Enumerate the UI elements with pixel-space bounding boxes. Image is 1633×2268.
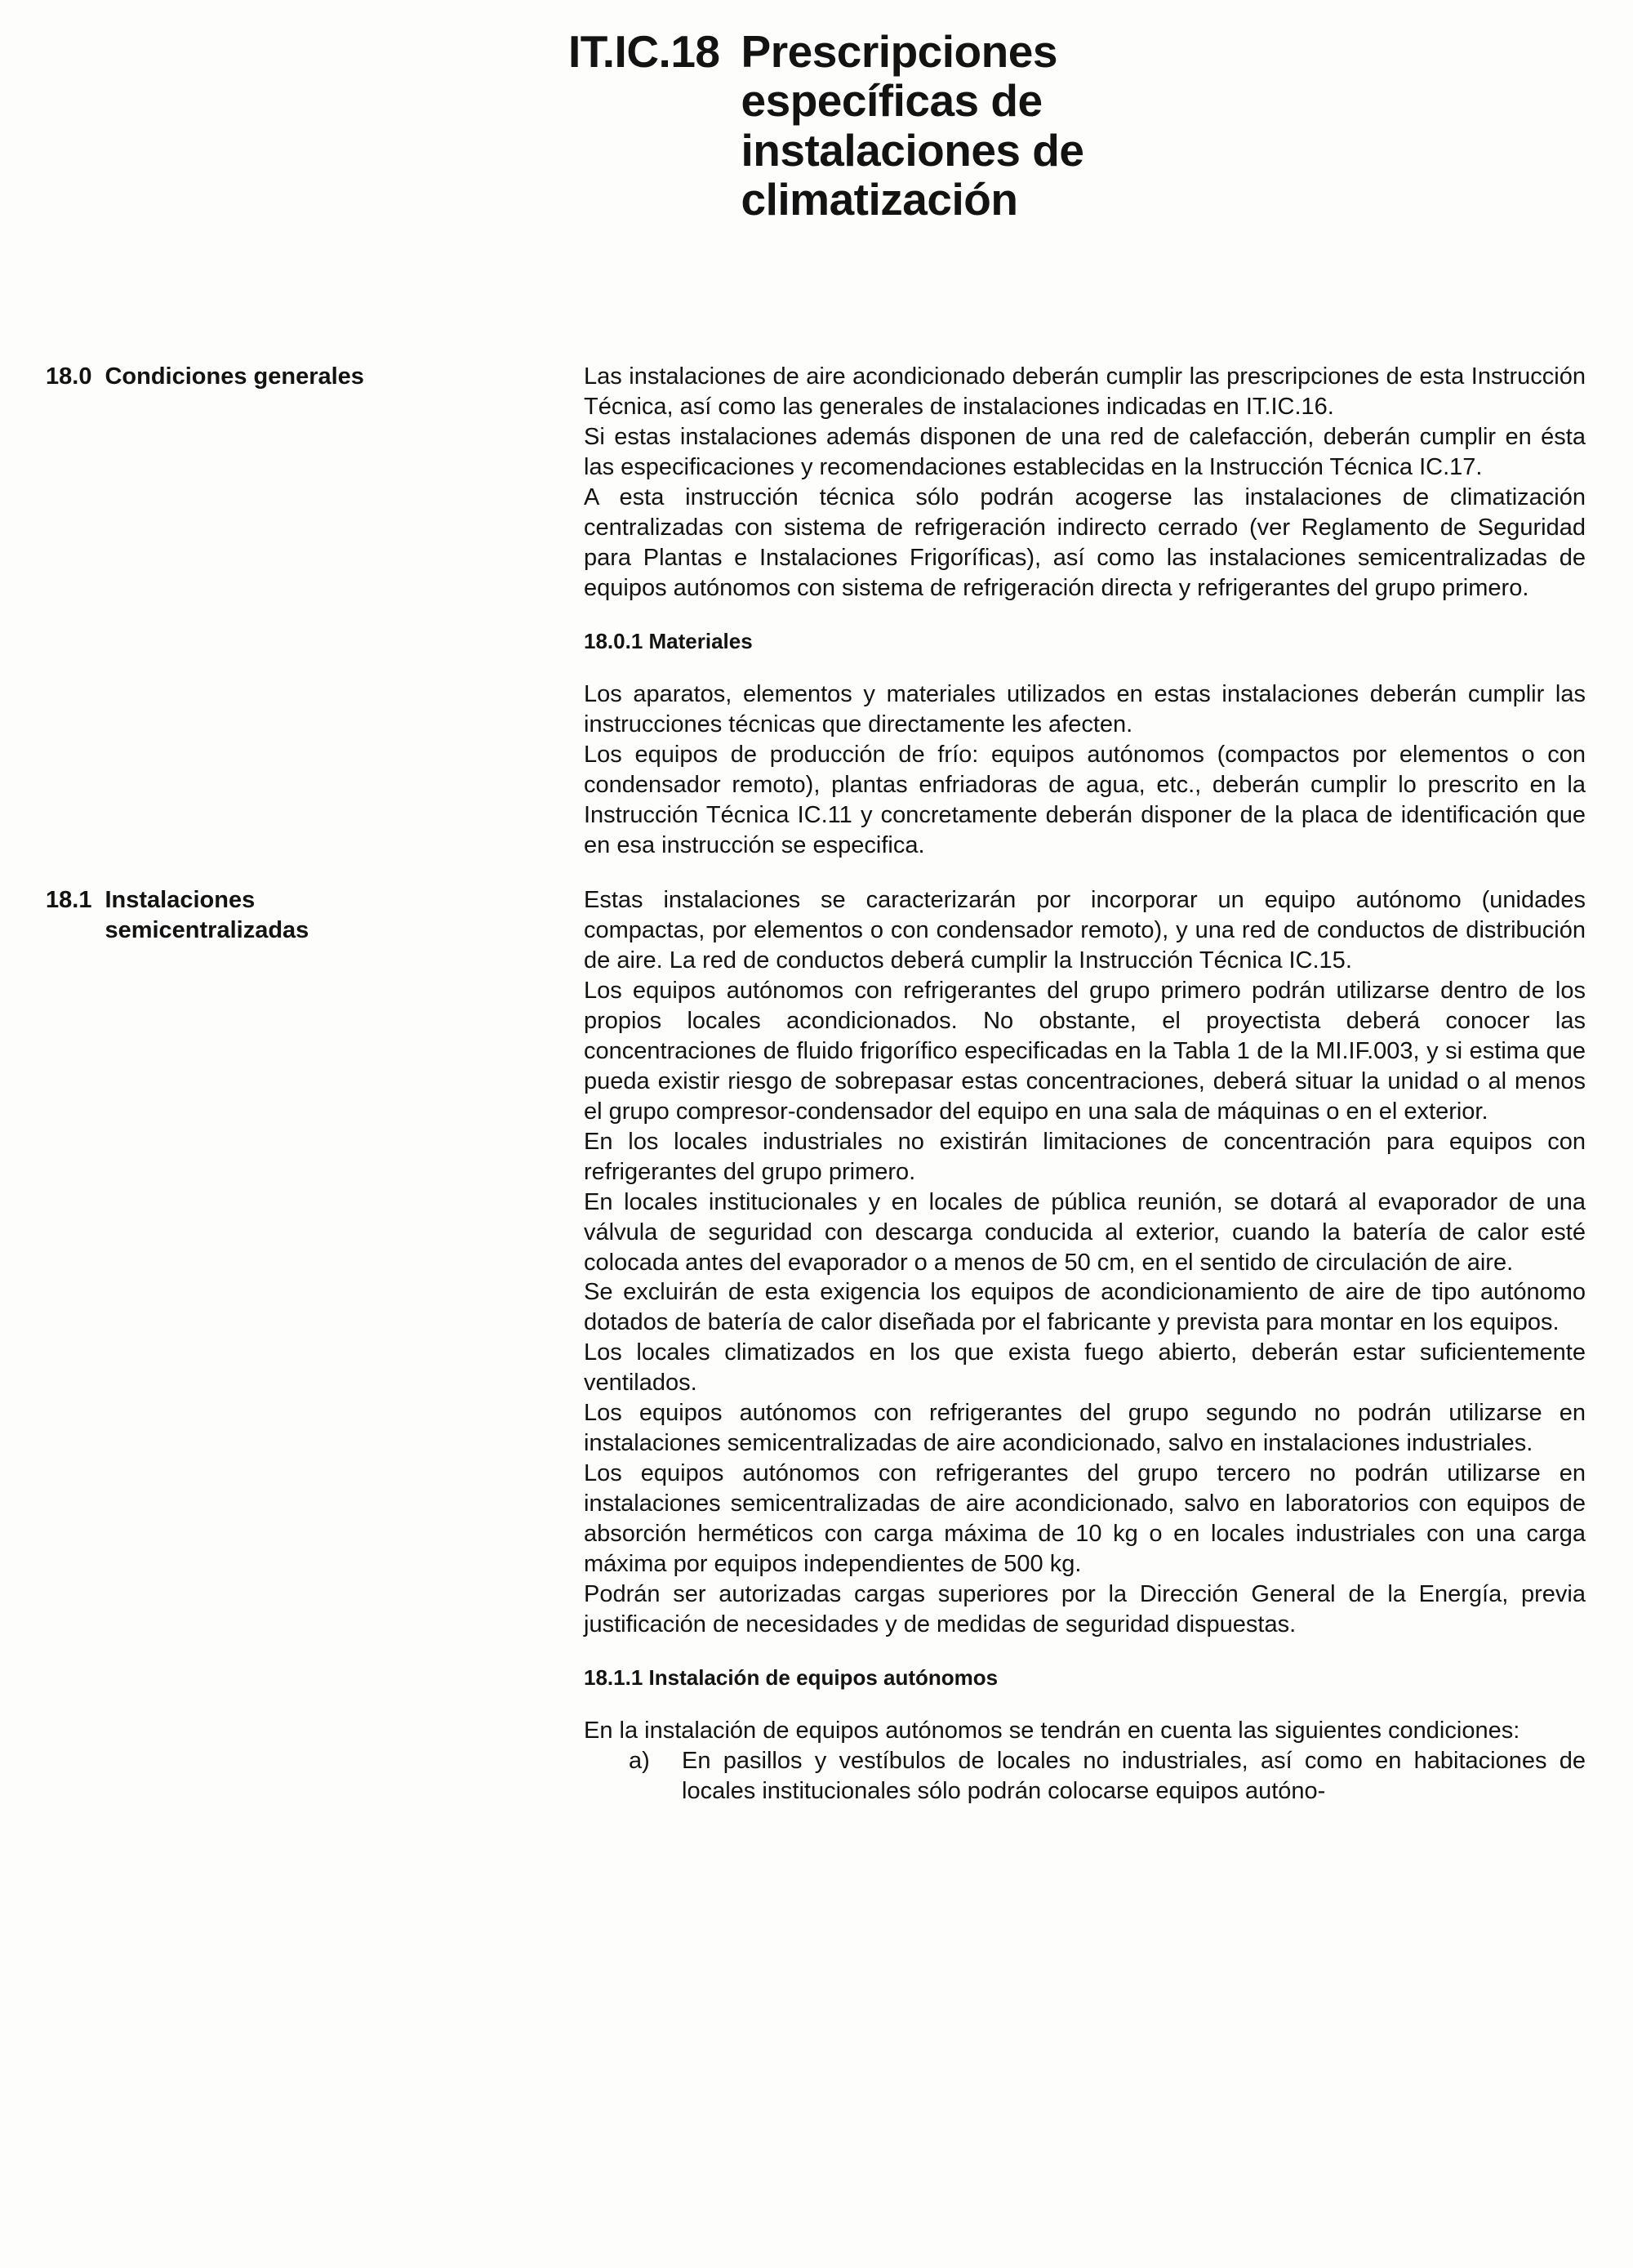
body-column (584, 885, 1586, 1807)
section-label: Condiciones generales (105, 363, 364, 390)
section-18-0 (46, 362, 1586, 861)
section-number: 18.1 (46, 886, 92, 913)
paragraph: Los equipos de producción de frío: equipos autónomos (compactos por elementos o con condensador remoto), plantas enfriadoras de agua, etc., deberán cumplir lo prescrito en la Instrucción Técnica IC.11 y concretamente deberán disponer de la placa de identificación que en esa instrucción se especifica. (584, 742, 1586, 858)
paragraph: Los equipos autónomos con refrigerantes del grupo tercero no podrán utilizarse en instalaciones semicentralizadas de aire acondicionado, salvo en laboratorios con equipos de absorción herméticos con carga máxima de 10 kg o en locales industriales con una carga máxima por equipos independientes de 500 kg. (584, 1460, 1586, 1578)
title-line: específicas de (741, 75, 1043, 127)
section-heading-18-0 (46, 362, 551, 392)
margin-column (46, 885, 584, 946)
paragraph: Los aparatos, elementos y materiales utilizados en estas instalaciones deberán cumplir las instrucciones técnicas que directamente les afecten. (584, 681, 1586, 738)
paragraph: Las instalaciones de aire acondicionado deberán cumplir las prescripciones de esta Instrucción Técnica, así como las generales de instalaciones indicadas en IT.IC.16. (584, 363, 1586, 421)
paragraph: Si estas instalaciones además disponen de una red de calefacción, deberán cumplir en ésta las especificaciones y recomendaciones establecidas en la Instrucción Técnica IC.17. (584, 424, 1586, 481)
paragraph: En locales institucionales y en locales de pública reunión, se dotará al evaporador de una válvula de seguridad con descarga conducida al exterior, cuando la batería de calor esté colocada antes del evaporador o a menos de 50 cm, en el sentido de circulación de aire. (584, 1188, 1586, 1276)
paragraph: Podrán ser autorizadas cargas superiores por la Dirección General de la Energía, previa justificación de necesidades y de medidas de seguridad dispuestas. (584, 1581, 1586, 1638)
list-item-label: a) (629, 1748, 650, 1775)
paragraph: En los locales industriales no existirán limitaciones de concentración para equipos con refrigerantes del grupo primero. (584, 1128, 1586, 1185)
title-line: Prescripciones (741, 26, 1057, 77)
sub-heading-18-0-1: 18.0.1 Materiales (584, 628, 753, 653)
section-number: 18.0 (46, 363, 92, 390)
sub-heading-18-1-1: 18.1.1 Instalación de equipos autónomos (584, 1665, 999, 1691)
margin-column (46, 362, 584, 392)
paragraph: Estas instalaciones se caracterizarán por incorporar un equipo autónomo (unidades compactas, por elementos o con condensador remoto), y una red de conductos de distribución de aire. La red de conductos deberá cumplir la Instrucción Técnica IC.15. (584, 886, 1586, 974)
title-lines (741, 28, 1084, 225)
paragraph: Se excluirán de esta exigencia los equipos de acondicionamiento de aire de tipo autónomo dotados de batería de calor diseñada por el fabricante y prevista para montar en los equipos. (584, 1279, 1586, 1336)
title-code: IT.IC.18 (568, 26, 720, 77)
paragraph: Los locales climatizados en los que exista fuego abierto, deberán estar suficientemente ventilados. (584, 1339, 1586, 1397)
body-column (584, 362, 1586, 861)
section-18-1 (46, 885, 1586, 1807)
list-item-a (629, 1746, 1586, 1807)
section-label: Instalaciones semicentralizadas (105, 886, 309, 943)
document-title (568, 28, 1586, 225)
title-line: climatización (741, 173, 1018, 225)
list-item-text: En pasillos y vestíbulos de locales no industriales, así como en habitaciones de locales institucionales sólo podrán colocarse equipos autóno- (682, 1748, 1586, 1805)
title-line: instalaciones de (741, 124, 1084, 176)
paragraph: Los equipos autónomos con refrigerantes del grupo segundo no podrán utilizarse en instalaciones semicentralizadas de aire acondicionado, salvo en instalaciones industriales. (584, 1400, 1586, 1457)
section-heading-18-1 (46, 885, 551, 946)
paragraph: Los equipos autónomos con refrigerantes del grupo primero podrán utilizarse dentro de los propios locales acondicionados. No obstante, el proyectista deberá conocer las concentraciones de fluido frigorífico especificadas en la Tabla 1 de la MI.IF.003, y si estima que pueda existir riesgo de sobrepasar estas concentraciones, deberá situar la unidad o al menos el grupo compresor-condensador del equipo en una sala de máquinas o en el exterior. (584, 977, 1586, 1125)
paragraph: En la instalación de equipos autónomos se tendrán en cuenta las siguientes condiciones: (584, 1718, 1520, 1744)
paragraph: A esta instrucción técnica sólo podrán acogerse las instalaciones de climatización centralizadas con sistema de refrigeración indirecto cerrado (ver Reglamento de Seguridad para Plantas e Instalaciones Frigoríficas), así como las instalaciones semicentralizadas de equipos autónomos con sistema de refrigeración directa y refrigerantes del grupo primero. (584, 484, 1586, 601)
